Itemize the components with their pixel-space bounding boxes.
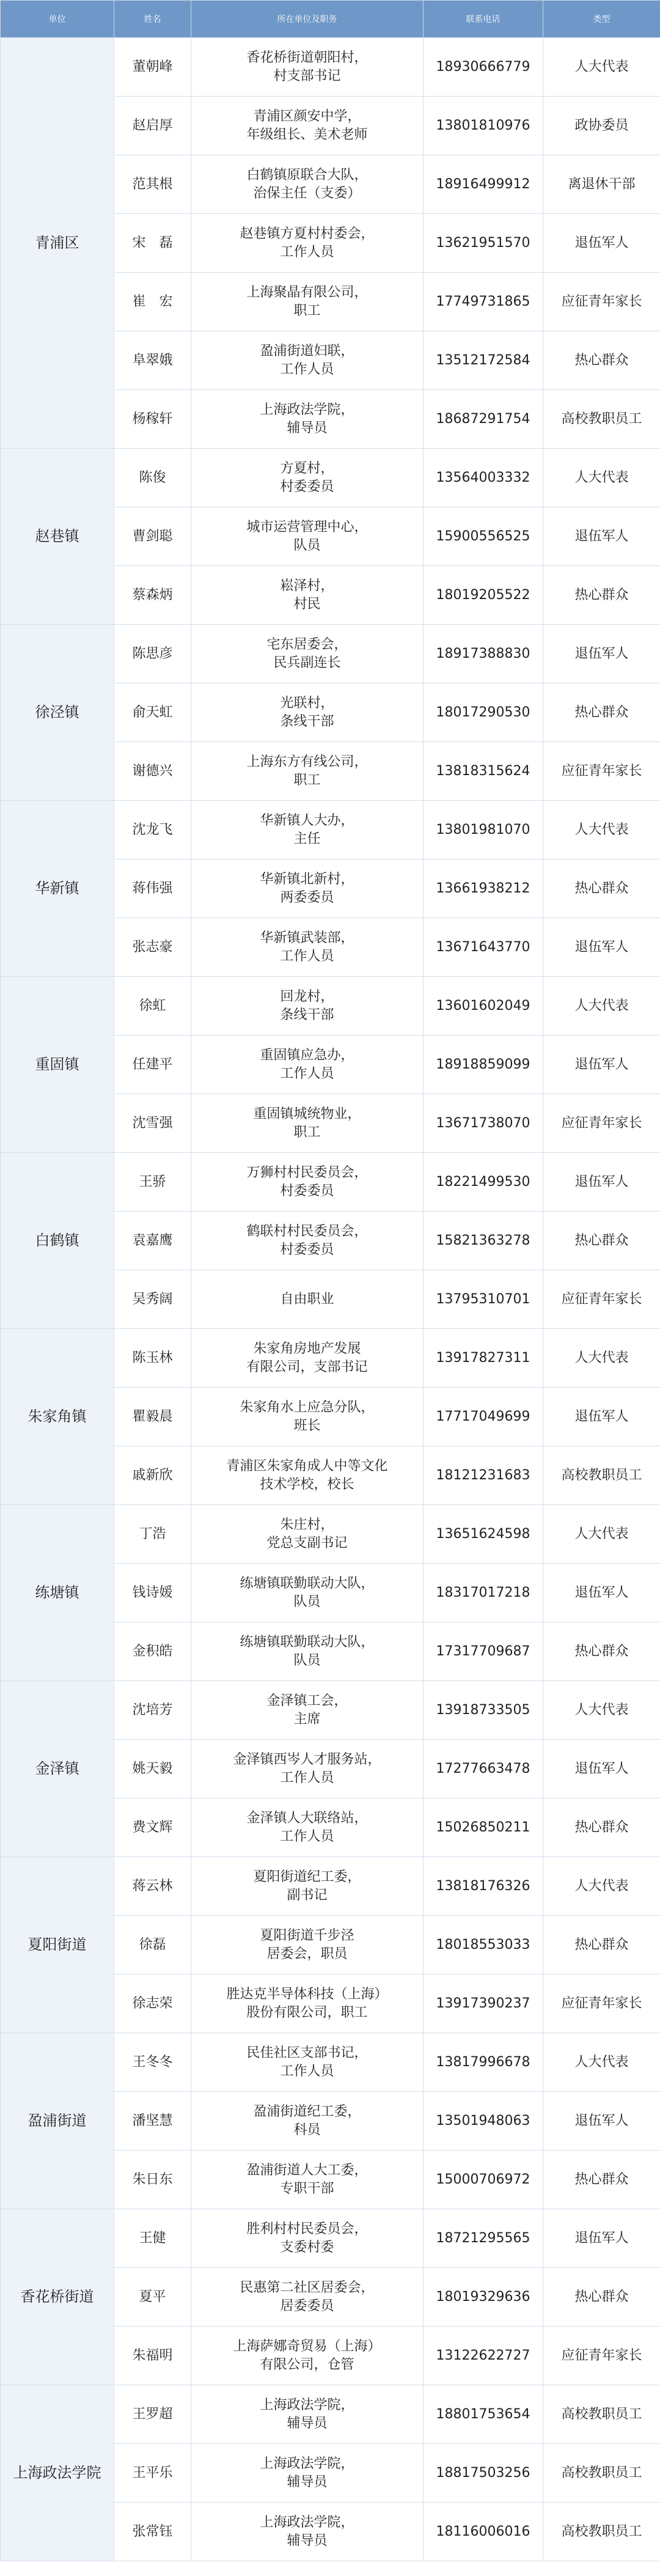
unit-cell: 夏阳街道 xyxy=(1,1857,114,2033)
position-cell: 夏阳街道千步泾 居委会，职员 xyxy=(191,1916,424,1974)
name-cell: 钱诗媛 xyxy=(114,1564,191,1622)
unit-cell: 盈浦街道 xyxy=(1,2033,114,2209)
position-cell: 金泽镇工会， 主席 xyxy=(191,1681,424,1740)
type-cell: 应征青年家长 xyxy=(543,742,660,801)
name-cell: 范其根 xyxy=(114,155,191,214)
type-cell: 退伍军人 xyxy=(543,625,660,683)
position-cell: 朱家角水上应急分队， 班长 xyxy=(191,1388,424,1446)
type-cell: 人大代表 xyxy=(543,38,660,97)
type-cell: 人大代表 xyxy=(543,1505,660,1564)
position-cell: 金泽镇西岑人才服务站， 工作人员 xyxy=(191,1740,424,1798)
type-cell: 退伍军人 xyxy=(543,918,660,977)
position-cell: 盈浦街道纪工委， 科员 xyxy=(191,2092,424,2151)
type-cell: 退伍军人 xyxy=(543,1388,660,1446)
type-cell: 热心群众 xyxy=(543,1622,660,1681)
position-cell: 上海东方有线公司， 职工 xyxy=(191,742,424,801)
table-body xyxy=(1,38,660,2561)
type-cell: 离退休干部 xyxy=(543,155,660,214)
name-cell: 阜翠娥 xyxy=(114,331,191,390)
header-row xyxy=(1,1,660,38)
position-cell: 民佳社区支部书记， 工作人员 xyxy=(191,2033,424,2092)
unit-cell: 朱家角镇 xyxy=(1,1329,114,1505)
table-row xyxy=(1,2209,660,2268)
name-cell: 吴秀阔 xyxy=(114,1270,191,1329)
col-header-type: 类型 xyxy=(543,1,660,38)
phone-cell: 13818315624 xyxy=(424,742,543,801)
phone-cell: 13601602049 xyxy=(424,977,543,1036)
table-row xyxy=(1,1329,660,1388)
position-cell: 民惠第二社区居委会， 居委委员 xyxy=(191,2268,424,2327)
phone-cell: 18916499912 xyxy=(424,155,543,214)
type-cell: 人大代表 xyxy=(543,1681,660,1740)
phone-cell: 17277663478 xyxy=(424,1740,543,1798)
position-cell: 宅东居委会， 民兵副连长 xyxy=(191,625,424,683)
name-cell: 朱日东 xyxy=(114,2151,191,2209)
type-cell: 高校教职员工 xyxy=(543,2444,660,2503)
name-cell: 王冬冬 xyxy=(114,2033,191,2092)
table-row xyxy=(1,625,660,683)
phone-cell: 18019329636 xyxy=(424,2268,543,2327)
position-cell: 华新镇北新村， 两委委员 xyxy=(191,859,424,918)
phone-cell: 13661938212 xyxy=(424,859,543,918)
phone-cell: 13671643770 xyxy=(424,918,543,977)
position-cell: 重固镇城统物业， 职工 xyxy=(191,1094,424,1153)
table-row xyxy=(1,1153,660,1212)
name-cell: 陈思彦 xyxy=(114,625,191,683)
position-cell: 上海聚晶有限公司， 职工 xyxy=(191,273,424,331)
unit-cell: 金泽镇 xyxy=(1,1681,114,1857)
position-cell: 白鹤镇原联合大队， 治保主任（支委） xyxy=(191,155,424,214)
name-cell: 金积皓 xyxy=(114,1622,191,1681)
phone-cell: 18930666779 xyxy=(424,38,543,97)
phone-cell: 13501948063 xyxy=(424,2092,543,2151)
phone-cell: 18017290530 xyxy=(424,683,543,742)
type-cell: 高校教职员工 xyxy=(543,1446,660,1505)
unit-cell: 徐泾镇 xyxy=(1,625,114,801)
type-cell: 热心群众 xyxy=(543,1212,660,1270)
position-cell: 上海萨娜奇贸易（上海） 有限公司，仓管 xyxy=(191,2327,424,2385)
phone-cell: 18721295565 xyxy=(424,2209,543,2268)
type-cell: 政协委员 xyxy=(543,97,660,155)
position-cell: 自由职业 xyxy=(191,1270,424,1329)
position-cell: 赵巷镇方夏村村委会， 工作人员 xyxy=(191,214,424,273)
type-cell: 退伍军人 xyxy=(543,1740,660,1798)
col-header-name: 姓名 xyxy=(114,1,191,38)
phone-cell: 13671738070 xyxy=(424,1094,543,1153)
name-cell: 王骄 xyxy=(114,1153,191,1212)
phone-cell: 13917390237 xyxy=(424,1974,543,2033)
name-cell: 姚天毅 xyxy=(114,1740,191,1798)
type-cell: 热心群众 xyxy=(543,1798,660,1857)
phone-cell: 13818176326 xyxy=(424,1857,543,1916)
phone-cell: 18918859099 xyxy=(424,1036,543,1094)
name-cell: 徐志荣 xyxy=(114,1974,191,2033)
type-cell: 退伍军人 xyxy=(543,2209,660,2268)
name-cell: 杨稼轩 xyxy=(114,390,191,449)
type-cell: 热心群众 xyxy=(543,2151,660,2209)
type-cell: 热心群众 xyxy=(543,1916,660,1974)
table-row xyxy=(1,449,660,507)
name-cell: 丁浩 xyxy=(114,1505,191,1564)
name-cell: 宋 磊 xyxy=(114,214,191,273)
phone-cell: 13795310701 xyxy=(424,1270,543,1329)
table-row xyxy=(1,1505,660,1564)
phone-cell: 13918733505 xyxy=(424,1681,543,1740)
type-cell: 人大代表 xyxy=(543,2033,660,2092)
position-cell: 华新镇人大办， 主任 xyxy=(191,801,424,859)
name-cell: 董朝峰 xyxy=(114,38,191,97)
name-cell: 瞿毅晨 xyxy=(114,1388,191,1446)
type-cell: 高校教职员工 xyxy=(543,2385,660,2444)
name-cell: 陈玉林 xyxy=(114,1329,191,1388)
type-cell: 应征青年家长 xyxy=(543,273,660,331)
table-row xyxy=(1,977,660,1036)
position-cell: 练塘镇联勤联动大队， 队员 xyxy=(191,1564,424,1622)
name-cell: 戚新欣 xyxy=(114,1446,191,1505)
unit-cell: 华新镇 xyxy=(1,801,114,977)
position-cell: 胜达克半导体科技（上海） 股份有限公司，职工 xyxy=(191,1974,424,2033)
type-cell: 应征青年家长 xyxy=(543,1974,660,2033)
phone-cell: 18116006016 xyxy=(424,2503,543,2561)
name-cell: 王健 xyxy=(114,2209,191,2268)
phone-cell: 18687291754 xyxy=(424,390,543,449)
name-cell: 夏平 xyxy=(114,2268,191,2327)
position-cell: 光联村， 条线干部 xyxy=(191,683,424,742)
name-cell: 陈俊 xyxy=(114,449,191,507)
type-cell: 热心群众 xyxy=(543,683,660,742)
name-cell: 费文辉 xyxy=(114,1798,191,1857)
unit-cell: 香花桥街道 xyxy=(1,2209,114,2385)
unit-cell: 白鹤镇 xyxy=(1,1153,114,1329)
type-cell: 人大代表 xyxy=(543,449,660,507)
type-cell: 热心群众 xyxy=(543,859,660,918)
phone-cell: 13564003332 xyxy=(424,449,543,507)
table-row xyxy=(1,2385,660,2444)
position-cell: 上海政法学院， 辅导员 xyxy=(191,2385,424,2444)
name-cell: 蒋伟强 xyxy=(114,859,191,918)
position-cell: 朱庄村， 党总支副书记 xyxy=(191,1505,424,1564)
unit-cell: 青浦区 xyxy=(1,38,114,449)
name-cell: 赵启厚 xyxy=(114,97,191,155)
position-cell: 盈浦街道人大工委， 专职干部 xyxy=(191,2151,424,2209)
position-cell: 华新镇武装部， 工作人员 xyxy=(191,918,424,977)
phone-cell: 15000706972 xyxy=(424,2151,543,2209)
type-cell: 热心群众 xyxy=(543,566,660,625)
position-cell: 鹤联村村民委员会， 村委委员 xyxy=(191,1212,424,1270)
phone-cell: 18221499530 xyxy=(424,1153,543,1212)
phone-cell: 13817996678 xyxy=(424,2033,543,2092)
position-cell: 盈浦街道妇联， 工作人员 xyxy=(191,331,424,390)
type-cell: 退伍军人 xyxy=(543,1036,660,1094)
phone-cell: 13512172584 xyxy=(424,331,543,390)
name-cell: 沈培芳 xyxy=(114,1681,191,1740)
position-cell: 练塘镇联勤联动大队， 队员 xyxy=(191,1622,424,1681)
name-cell: 曹剑聪 xyxy=(114,507,191,566)
phone-cell: 17717049699 xyxy=(424,1388,543,1446)
phone-cell: 13651624598 xyxy=(424,1505,543,1564)
name-cell: 沈龙飞 xyxy=(114,801,191,859)
phone-cell: 18019205522 xyxy=(424,566,543,625)
type-cell: 应征青年家长 xyxy=(543,1094,660,1153)
phone-cell: 18018553033 xyxy=(424,1916,543,1974)
col-header-phone: 联系电话 xyxy=(424,1,543,38)
unit-cell: 重固镇 xyxy=(1,977,114,1153)
type-cell: 人大代表 xyxy=(543,1857,660,1916)
position-cell: 万狮村村民委员会， 村委委员 xyxy=(191,1153,424,1212)
unit-cell: 赵巷镇 xyxy=(1,449,114,625)
name-cell: 任建平 xyxy=(114,1036,191,1094)
type-cell: 退伍军人 xyxy=(543,214,660,273)
type-cell: 退伍军人 xyxy=(543,507,660,566)
table-row xyxy=(1,2033,660,2092)
name-cell: 王平乐 xyxy=(114,2444,191,2503)
position-cell: 青浦区颜安中学， 年级组长、美术老师 xyxy=(191,97,424,155)
position-cell: 回龙村， 条线干部 xyxy=(191,977,424,1036)
type-cell: 热心群众 xyxy=(543,2268,660,2327)
position-cell: 崧泽村， 村民 xyxy=(191,566,424,625)
name-cell: 张常钰 xyxy=(114,2503,191,2561)
position-cell: 上海政法学院， 辅导员 xyxy=(191,2503,424,2561)
position-cell: 金泽镇人大联络站， 工作人员 xyxy=(191,1798,424,1857)
phone-cell: 18801753654 xyxy=(424,2385,543,2444)
name-cell: 潘坚慧 xyxy=(114,2092,191,2151)
table-row xyxy=(1,1681,660,1740)
phone-cell: 13621951570 xyxy=(424,214,543,273)
type-cell: 人大代表 xyxy=(543,801,660,859)
phone-cell: 15026850211 xyxy=(424,1798,543,1857)
phone-cell: 18317017218 xyxy=(424,1564,543,1622)
phone-cell: 13801981070 xyxy=(424,801,543,859)
name-cell: 俞天虹 xyxy=(114,683,191,742)
type-cell: 应征青年家长 xyxy=(543,2327,660,2385)
name-cell: 王罗超 xyxy=(114,2385,191,2444)
type-cell: 退伍军人 xyxy=(543,2092,660,2151)
phone-cell: 15900556525 xyxy=(424,507,543,566)
name-cell: 蔡森炳 xyxy=(114,566,191,625)
phone-cell: 13917827311 xyxy=(424,1329,543,1388)
type-cell: 人大代表 xyxy=(543,1329,660,1388)
name-cell: 徐虹 xyxy=(114,977,191,1036)
name-cell: 蒋云林 xyxy=(114,1857,191,1916)
type-cell: 高校教职员工 xyxy=(543,2503,660,2561)
position-cell: 胜利村村民委员会， 支委村委 xyxy=(191,2209,424,2268)
position-cell: 重固镇应急办， 工作人员 xyxy=(191,1036,424,1094)
type-cell: 退伍军人 xyxy=(543,1564,660,1622)
name-cell: 崔 宏 xyxy=(114,273,191,331)
table-row xyxy=(1,38,660,97)
position-cell: 朱家角房地产发展 有限公司，支部书记 xyxy=(191,1329,424,1388)
phone-cell: 13801810976 xyxy=(424,97,543,155)
type-cell: 高校教职员工 xyxy=(543,390,660,449)
name-cell: 朱福明 xyxy=(114,2327,191,2385)
name-cell: 谢德兴 xyxy=(114,742,191,801)
phone-cell: 18917388830 xyxy=(424,625,543,683)
position-cell: 青浦区朱家角成人中等文化 技术学校，校长 xyxy=(191,1446,424,1505)
col-header-unit: 单位 xyxy=(1,1,114,38)
table-row xyxy=(1,1857,660,1916)
table-row xyxy=(1,801,660,859)
unit-cell: 上海政法学院 xyxy=(1,2385,114,2561)
phone-cell: 18817503256 xyxy=(424,2444,543,2503)
phone-cell: 17749731865 xyxy=(424,273,543,331)
type-cell: 退伍军人 xyxy=(543,1153,660,1212)
position-cell: 上海政法学院， 辅导员 xyxy=(191,2444,424,2503)
position-cell: 香花桥街道朝阳村， 村支部书记 xyxy=(191,38,424,97)
phone-cell: 18121231683 xyxy=(424,1446,543,1505)
type-cell: 应征青年家长 xyxy=(543,1270,660,1329)
position-cell: 方夏村， 村委委员 xyxy=(191,449,424,507)
name-cell: 徐磊 xyxy=(114,1916,191,1974)
phone-cell: 15821363278 xyxy=(424,1212,543,1270)
name-cell: 张志豪 xyxy=(114,918,191,977)
name-cell: 袁嘉鹰 xyxy=(114,1212,191,1270)
unit-cell: 练塘镇 xyxy=(1,1505,114,1681)
type-cell: 热心群众 xyxy=(543,331,660,390)
name-cell: 沈雪强 xyxy=(114,1094,191,1153)
position-cell: 上海政法学院， 辅导员 xyxy=(191,390,424,449)
position-cell: 夏阳街道纪工委， 副书记 xyxy=(191,1857,424,1916)
phone-cell: 13122622727 xyxy=(424,2327,543,2385)
type-cell: 人大代表 xyxy=(543,977,660,1036)
phone-cell: 17317709687 xyxy=(424,1622,543,1681)
position-cell: 城市运营管理中心， 队员 xyxy=(191,507,424,566)
col-header-position: 所在单位及职务 xyxy=(191,1,424,38)
